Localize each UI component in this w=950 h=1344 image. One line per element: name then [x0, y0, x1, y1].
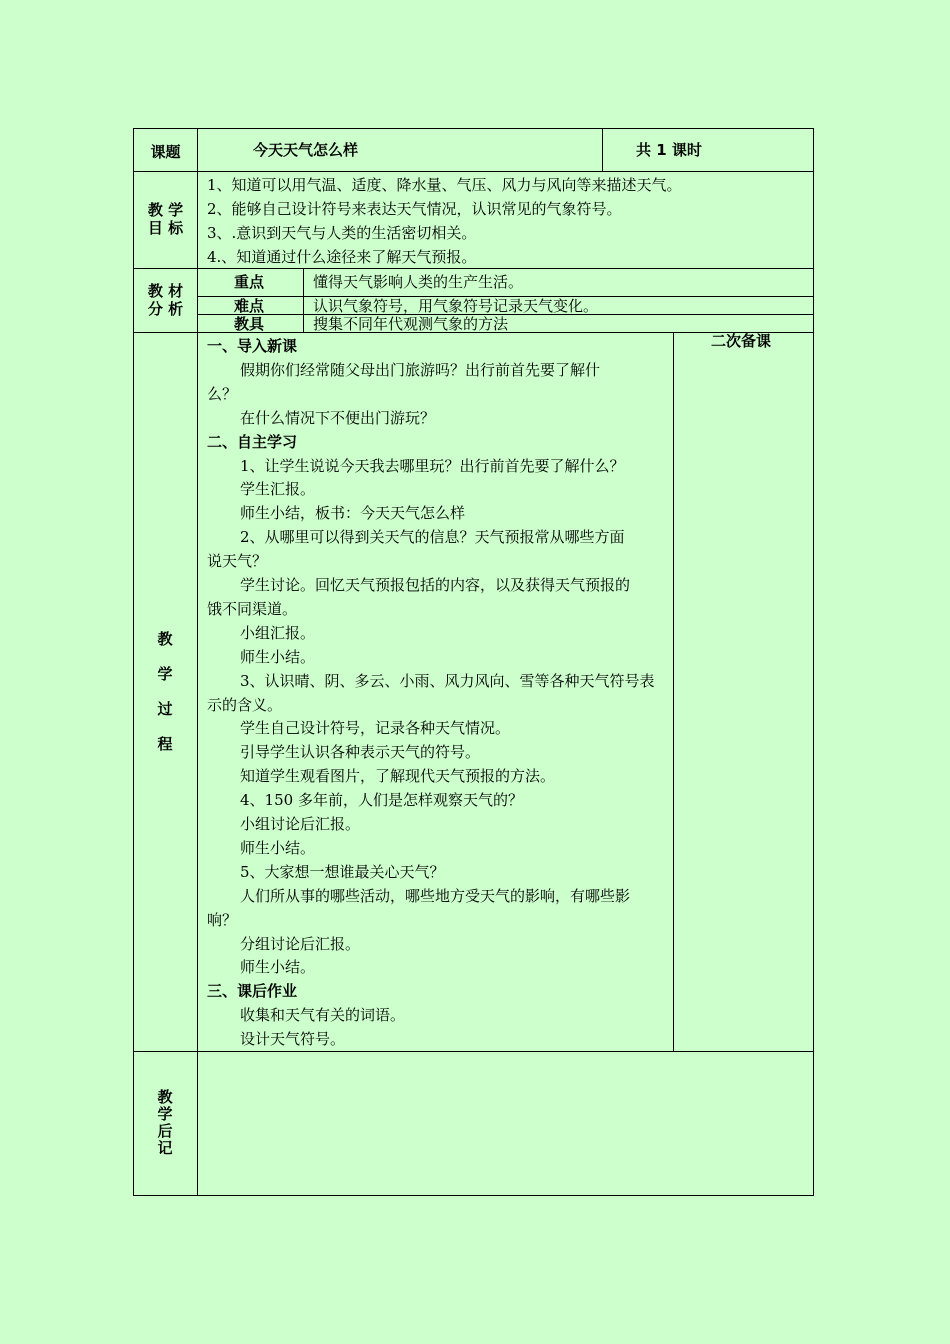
row-divider	[133, 1051, 814, 1052]
process-line: 知道学生观看图片，了解现代天气预报的方法。	[240, 767, 556, 786]
afterword-label-char: 记	[157, 1139, 173, 1157]
process-line: 引导学生认识各种表示天气的符号。	[240, 743, 481, 762]
analysis-label	[134, 282, 197, 318]
process-line: 学生讨论。回忆天气预报包括的内容，以及获得天气预报的	[240, 576, 631, 594]
process-line: 人们所从事的哪些活动，哪些地方受天气的影响，有哪些影	[240, 886, 631, 905]
process-line: 在什么情况下不便出门游玩？	[240, 408, 436, 427]
analysis-value: 搜集不同年代观测气象的方法	[313, 315, 509, 333]
afterword-label-char: 后	[157, 1122, 173, 1140]
lesson-title: 今天天气怎么样	[253, 141, 359, 159]
objectives-label	[134, 201, 197, 237]
process-line: 分组讨论后汇报。	[240, 934, 361, 953]
process-line: 学生自己设计符号，记录各种天气情况。	[240, 719, 511, 738]
section-heading: 二、自主学习	[207, 432, 298, 451]
process-label-char: 过	[157, 700, 173, 718]
analysis-key: 难点	[234, 297, 265, 315]
process-line: 3、认识晴、阴、多云、小雨、风力风向、雪等各种天气符号表	[240, 671, 655, 690]
process-label-char: 程	[157, 735, 173, 753]
process-line: 学生汇报。	[240, 480, 316, 499]
process-line: 小组讨论后汇报。	[240, 815, 361, 833]
process-line: 5、大家想一想谁最关心天气？	[240, 862, 445, 881]
section-heading: 一、导入新课	[207, 337, 298, 355]
topic-label: 课题	[150, 143, 181, 161]
process-line: 师生小结。	[240, 647, 316, 666]
process-line: 饿不同渠道。	[207, 599, 298, 618]
process-line: 设计天气符号。	[240, 1030, 346, 1049]
process-line: 1、让学生说说今天我去哪里玩？出行前首先要了解什么？	[240, 456, 625, 475]
process-line: 假期你们经常随父母出门旅游吗？出行前首先要了解什	[240, 360, 601, 379]
process-line: 师生小结。	[240, 838, 316, 857]
afterword-label-char: 教	[157, 1088, 173, 1106]
process-line: 师生小结，板书：今天天气怎么样	[240, 504, 466, 523]
objective-item: 4.、知道通过什么途径来了解天气预报。	[207, 248, 477, 266]
process-label	[155, 622, 175, 762]
table-border-top	[133, 128, 814, 129]
table-border-bottom	[133, 1195, 814, 1196]
process-label-char: 教	[157, 630, 173, 648]
column-divider	[303, 268, 304, 333]
lesson-hours: 共 1 课时	[636, 141, 702, 159]
process-label-char: 学	[157, 665, 173, 683]
process-line: 说天气？	[207, 552, 268, 571]
objectives-label-line2: 目 标	[147, 219, 184, 237]
process-line: 收集和天气有关的词语。	[240, 1006, 406, 1025]
process-line: 响？	[207, 910, 238, 929]
afterword-label-char: 学	[157, 1105, 173, 1123]
analysis-value: 懂得天气影响人类的生产生活。	[313, 273, 524, 291]
analysis-key: 教具	[234, 315, 265, 333]
process-line: 示的含义。	[207, 695, 283, 714]
table-border-right	[813, 128, 814, 1196]
objectives-label-line1: 教 学	[147, 201, 184, 219]
afterword-label	[155, 1089, 175, 1157]
analysis-label-line1: 教 材	[147, 282, 184, 300]
row-divider	[133, 171, 814, 172]
side-notes-title: 二次备课	[711, 332, 772, 350]
process-line: 4、150 多年前，人们是怎样观察天气的？	[240, 791, 523, 810]
analysis-label-line2: 分 析	[147, 300, 184, 318]
column-divider	[602, 128, 603, 172]
section-heading: 三、课后作业	[207, 982, 298, 1001]
column-divider	[673, 332, 674, 1052]
objective-item: 1、知道可以用气温、适度、降水量、气压、风力与风向等来描述天气。	[207, 176, 682, 194]
objective-item: 3、.意识到天气与人类的生活密切相关。	[207, 224, 477, 242]
objective-item: 2、能够自己设计符号来表达天气情况，认识常见的气象符号。	[207, 200, 622, 218]
process-line: 2、从哪里可以得到关天气的信息？天气预报常从哪些方面	[240, 528, 625, 547]
process-line: 师生小结。	[240, 958, 316, 977]
process-line: 么？	[207, 384, 238, 403]
process-line: 小组汇报。	[240, 623, 316, 642]
column-divider	[197, 128, 198, 1196]
analysis-value: 认识气象符号，用气象符号记录天气变化。	[313, 297, 599, 315]
analysis-key: 重点	[234, 273, 265, 291]
